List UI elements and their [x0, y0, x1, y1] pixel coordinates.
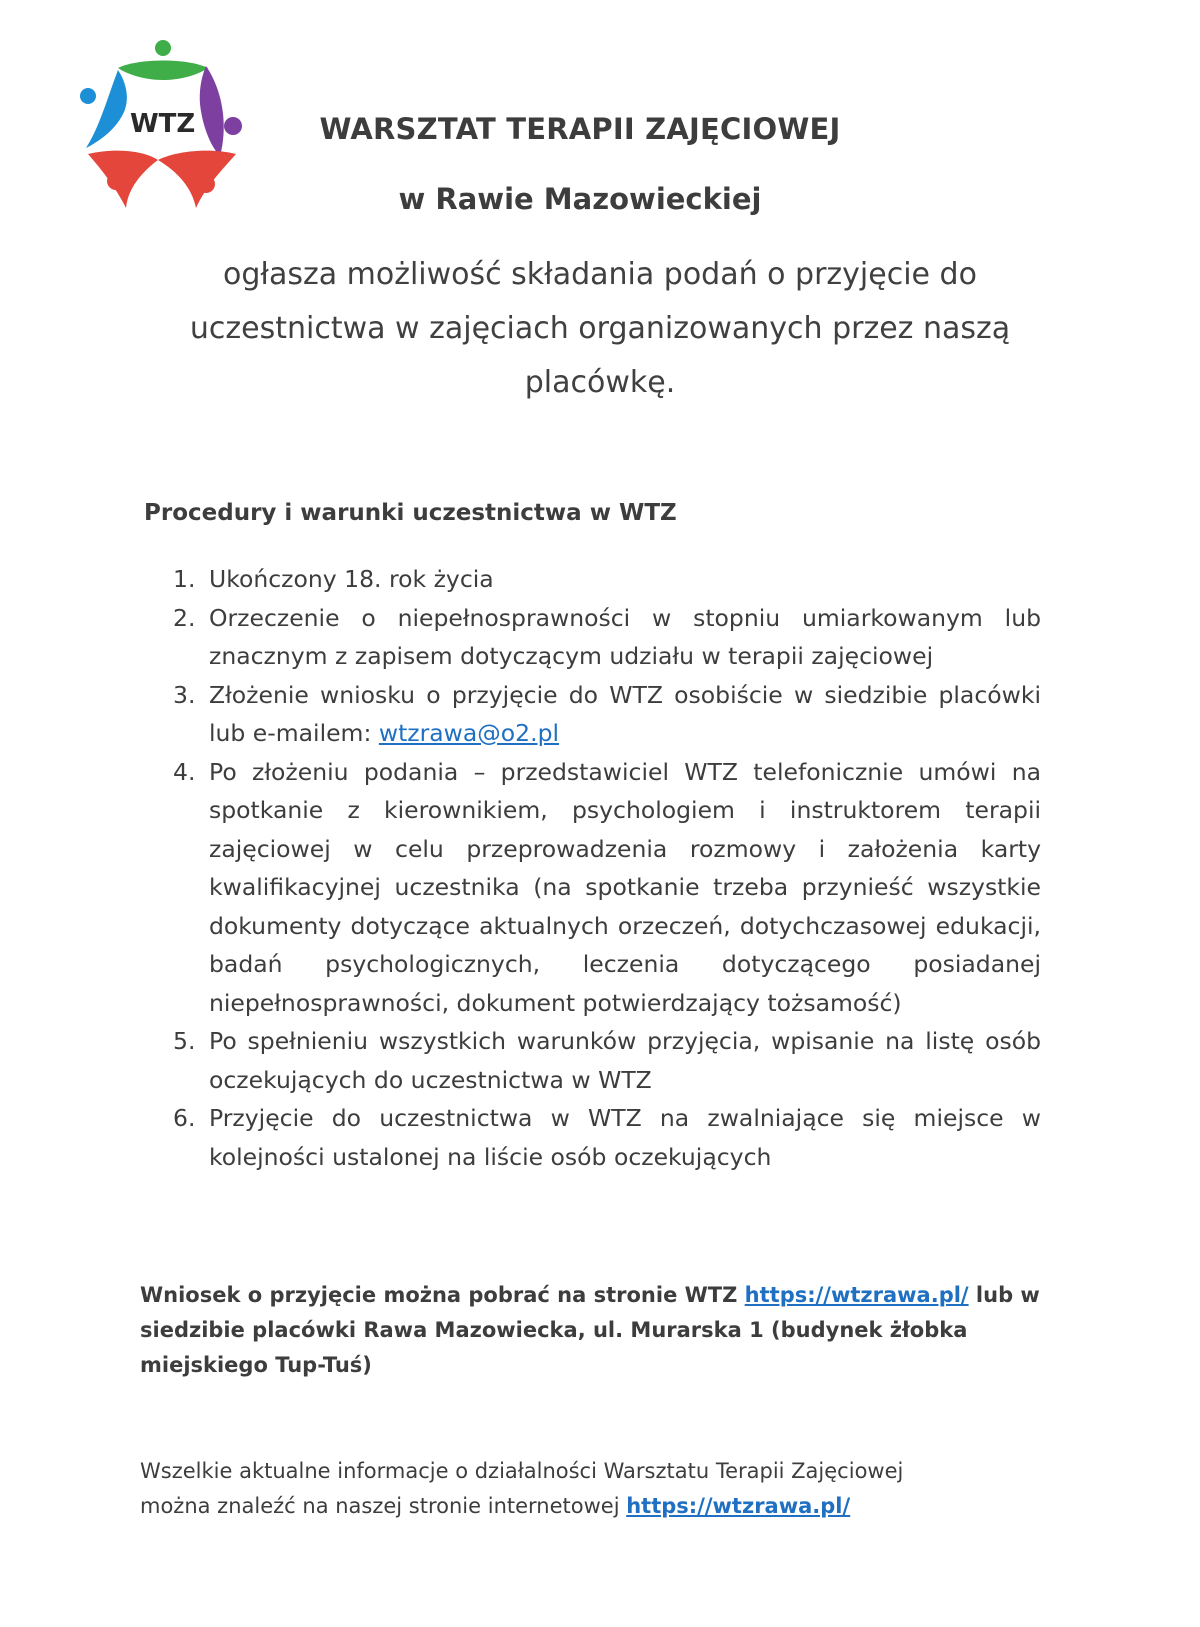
procedures-list — [173, 560, 1041, 1176]
list-item — [173, 1022, 1041, 1099]
info-note-line-2 — [140, 1489, 1040, 1524]
download-note-text-after: lub w siedzibie placówki Rawa Mazowiecka, ul. Murarska 1 (budynek żłobka miejskiego Tup-Tuś) — [140, 1283, 1040, 1377]
wtz-logo — [78, 36, 248, 216]
logo-red-figure-icon — [88, 151, 236, 208]
list-item — [173, 599, 1041, 676]
logo-purple-figure-icon — [200, 66, 242, 156]
list-item — [173, 1099, 1041, 1176]
info-note-text: można znaleźć na naszej stronie internetowej — [140, 1494, 627, 1518]
email-link[interactable]: wtzrawa@o2.pl — [378, 719, 560, 747]
announcement-line-1: ogłasza możliwość składania podań o przyjęcie do — [223, 257, 977, 292]
logo-text: WTZ — [130, 109, 196, 139]
announcement — [150, 248, 1050, 410]
website-link[interactable]: https://wtzrawa.pl/ — [744, 1283, 969, 1307]
list-item-number: 4. — [173, 757, 196, 786]
download-note — [140, 1278, 1040, 1383]
procedures-heading: Procedury i warunki uczestnictwa w WTZ — [144, 500, 677, 526]
info-note-line-1: Wszelkie aktualne informacje o działalności Warsztatu Terapii Zajęciowej — [140, 1459, 904, 1483]
list-item-number: 3. — [173, 680, 196, 709]
list-item-text: Orzeczenie o niepełnosprawności w stopniu umiarkowanym lub znacznym z zapisem dotyczącym udziału w terapii zajęciowej — [209, 603, 1041, 670]
website-link[interactable]: https://wtzrawa.pl/ — [626, 1494, 851, 1518]
list-item — [173, 676, 1041, 753]
logo-blue-figure-icon — [80, 70, 127, 148]
page-subtitle: w Rawie Mazowieckiej — [398, 182, 762, 216]
logo-green-figure-icon — [118, 40, 208, 80]
page-title: WARSZTAT TERAPII ZAJĘCIOWEJ — [319, 112, 841, 146]
announcement-line-3: placówkę. — [524, 365, 676, 400]
list-item-text: Przyjęcie do uczestnictwa w WTZ na zwalniające się miejsce w kolejności ustalonej na liście osób oczekujących — [209, 1104, 1041, 1171]
list-item — [173, 560, 1041, 599]
list-item-number: 5. — [173, 1027, 196, 1055]
list-item — [173, 753, 1041, 1023]
list-item-text: Po złożeniu podania – przedstawiciel WTZ telefonicznie umówi na spotkanie z kierownikiem, psychologiem i instruktorem terapii zajęciowej w celu przeprowadzenia rozmowy i założenia karty kwalifikacyjnej uczestnika (na spotkanie trzeba przynieść wszystkie dokumenty dotyczące aktualnych orzeczeń, dotychczasowej edukacji, badań psychologicznych, leczenia dotyczącego posiadanej niepełnosprawności, dokument potwierdzający tożsamość) — [209, 757, 1041, 1017]
download-note-text: Wniosek o przyjęcie można pobrać na stronie WTZ — [140, 1283, 745, 1307]
list-item-text: Ukończony 18. rok życia — [209, 565, 494, 593]
list-item-number: 2. — [173, 603, 196, 632]
info-note — [140, 1454, 1040, 1524]
list-item-text: Złożenie wniosku o przyjęcie do WTZ osobiście w siedzibie placówki lub e-mailem: — [209, 680, 1041, 747]
announcement-line-2: uczestnictwa w zajęciach organizowanych przez naszą — [189, 311, 1011, 346]
list-item-number: 6. — [173, 1104, 196, 1132]
list-item-number: 1. — [173, 565, 196, 593]
list-item-text: Po spełnieniu wszystkich warunków przyjęcia, wpisanie na listę osób oczekujących do uczestnictwa w WTZ — [209, 1027, 1041, 1094]
